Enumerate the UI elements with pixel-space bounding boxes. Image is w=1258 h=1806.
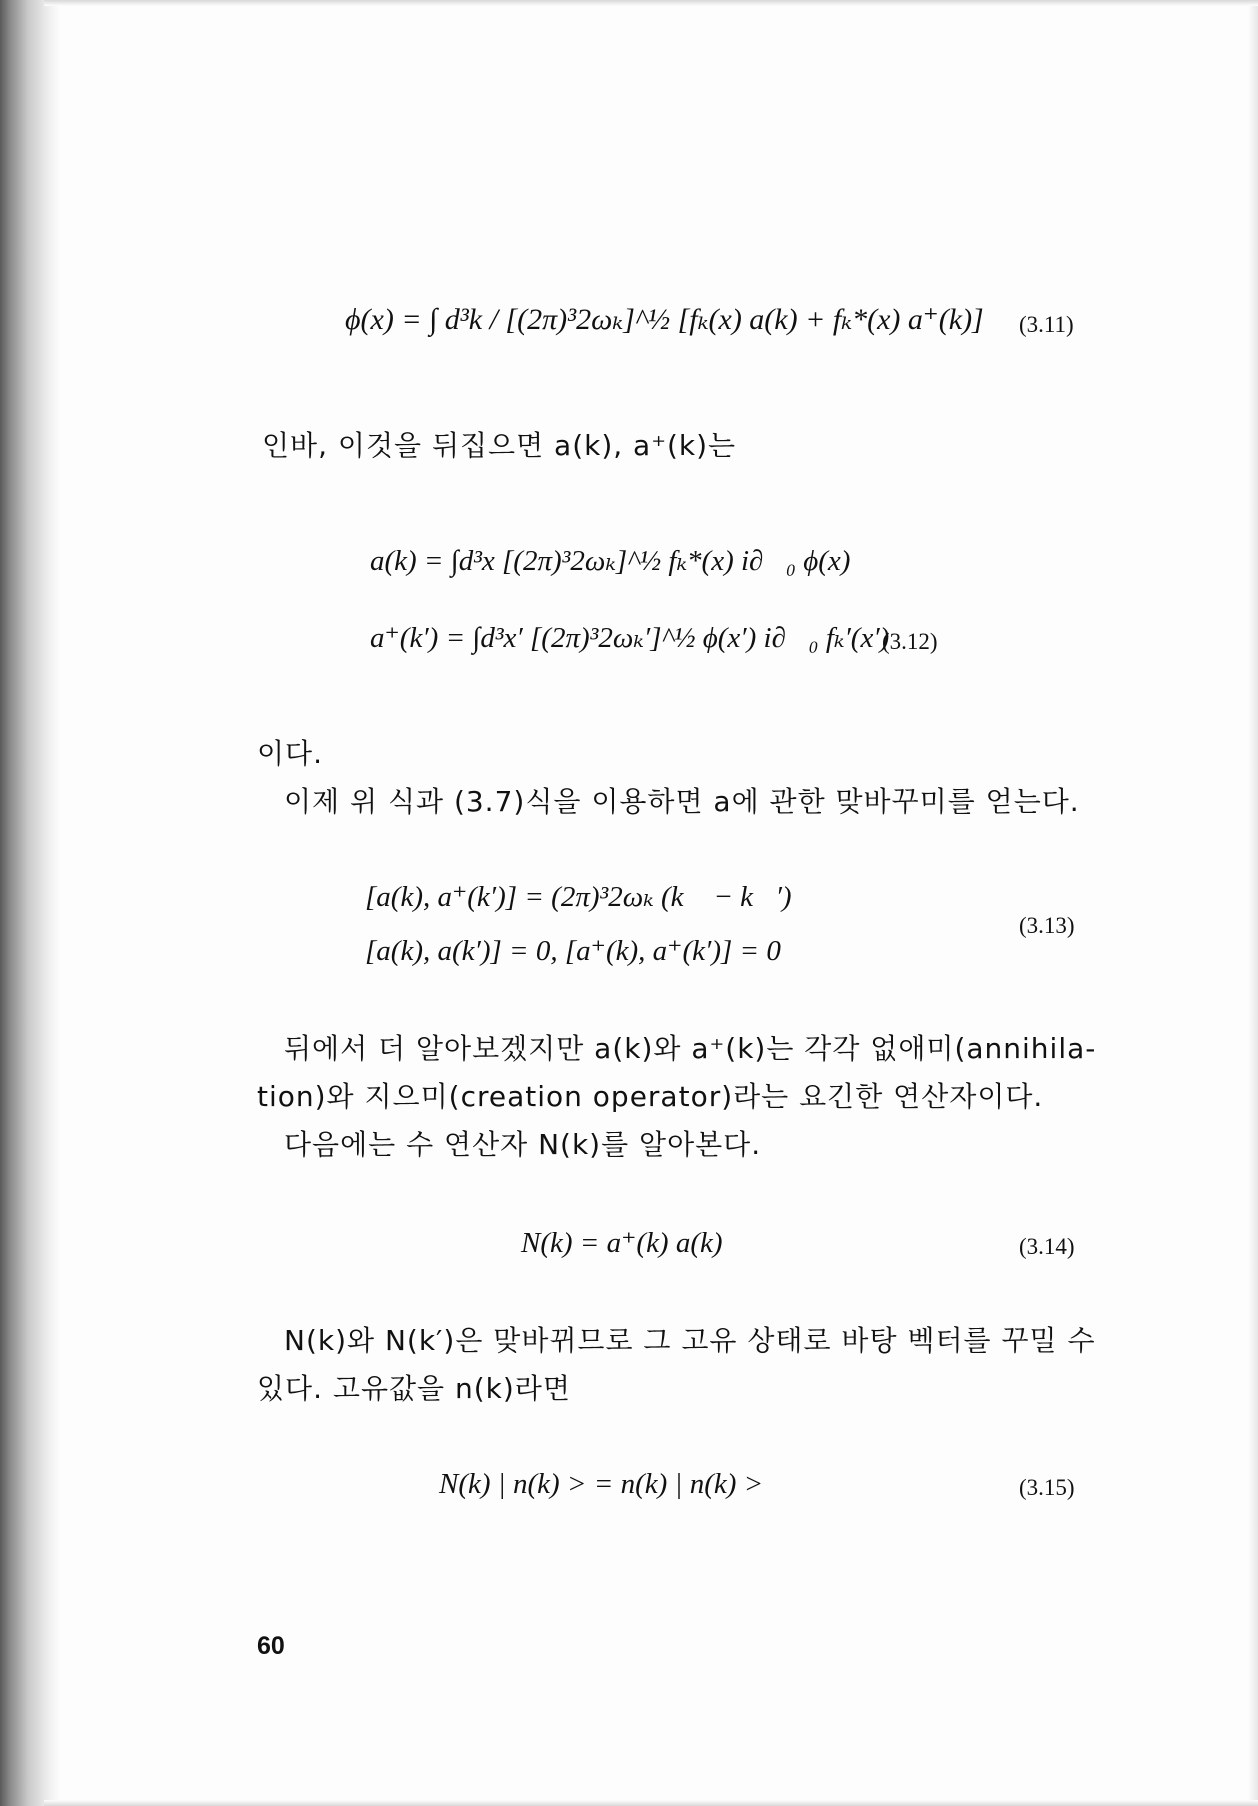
paragraph-2: 이다. — [257, 737, 323, 770]
paragraph-6-line-2: 있다. 고유값을 n(k)라면 — [257, 1372, 571, 1405]
equation-3-13-line-1: [a(k), a⁺(k′)] = (2π)³2ωₖ (k⃗ − k⃗′) — [365, 881, 792, 913]
page-top-edge — [44, 0, 1258, 6]
equation-number-3-12: (3.12) — [882, 629, 938, 654]
equation-number-3-14: (3.14) — [1019, 1234, 1075, 1259]
paragraph-5: 다음에는 수 연산자 N(k)를 알아본다. — [284, 1128, 762, 1161]
paragraph-1: 인바, 이것을 뒤집으면 a(k), a⁺(k)는 — [262, 429, 737, 462]
equation-number-3-11: (3.11) — [1019, 312, 1074, 337]
equation-3-12-line-2: a⁺(k′) = ∫d³x′ [(2π)³2ωₖ′]^½ ϕ(x′) i∂⃡₀ fₖ′(x′) — [370, 622, 890, 654]
page-bottom-edge — [44, 1800, 1258, 1806]
equation-number-3-15: (3.15) — [1019, 1475, 1075, 1500]
paragraph-3: 이제 위 식과 (3.7)식을 이용하면 a에 관한 맞바꾸미를 얻는다. — [284, 785, 1080, 818]
paragraph-6-line-1: N(k)와 N(k′)은 맞바뀌므로 그 고유 상태로 바탕 벡터를 꾸밀 수 — [284, 1324, 1096, 1357]
equation-3-14: N(k) = a⁺(k) a(k) — [521, 1227, 723, 1259]
equation-3-11: ϕ(x) = ∫ d³k / [(2π)³2ωₖ]^½ [fₖ(x) a(k) + fₖ*(x) a⁺(k)] — [345, 303, 984, 336]
equation-3-13-line-2: [a(k), a(k′)] = 0, [a⁺(k), a⁺(k′)] = 0 — [365, 935, 781, 967]
equation-3-15: N(k) | n(k) > = n(k) | n(k) > — [439, 1468, 764, 1500]
paragraph-4-line-2: tion)와 지으미(creation operator)라는 요긴한 연산자이다. — [257, 1080, 1044, 1113]
page-right-edge — [1248, 0, 1258, 1806]
equation-number-3-13: (3.13) — [1019, 913, 1075, 938]
page-number: 60 — [257, 1632, 285, 1660]
equation-3-12-line-1: a(k) = ∫d³x [(2π)³2ωₖ]^½ fₖ*(x) i∂⃡₀ ϕ(x) — [370, 545, 851, 577]
book-spine-shadow — [0, 0, 60, 1806]
paragraph-4-line-1: 뒤에서 더 알아보겠지만 a(k)와 a⁺(k)는 각각 없애미(annihila- — [284, 1032, 1097, 1065]
